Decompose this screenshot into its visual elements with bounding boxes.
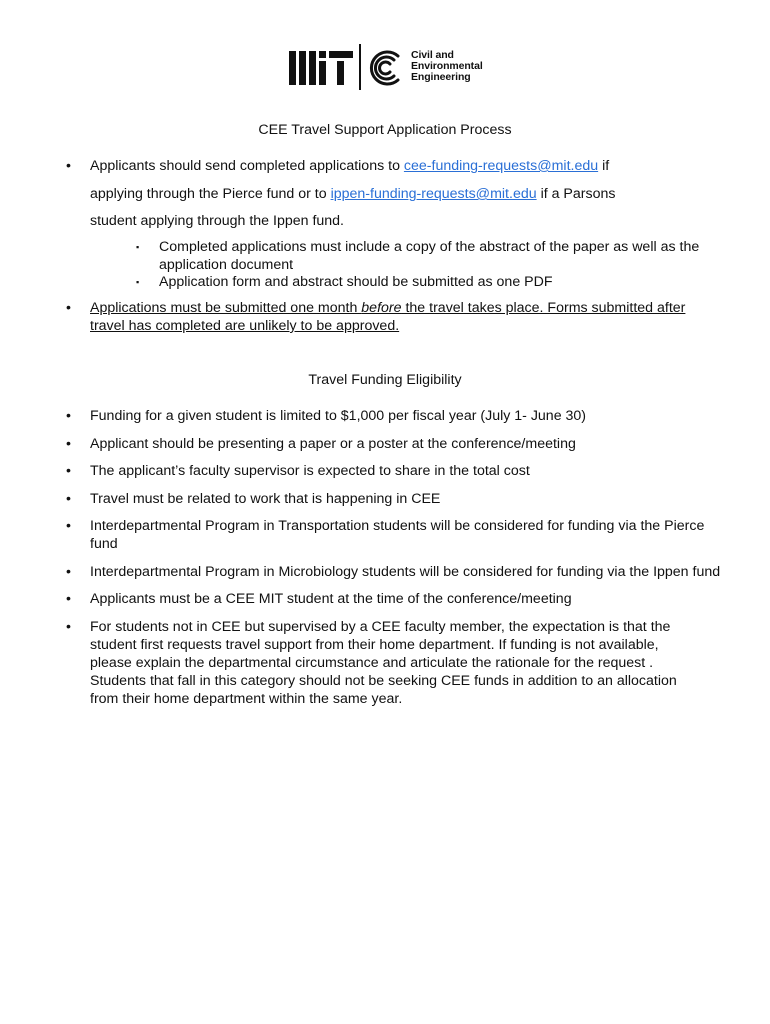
list-item-continuation: from their home department within the same year.: [90, 691, 403, 707]
paragraph-line-underlined: [90, 300, 685, 316]
bullet-icon: •: [66, 518, 71, 534]
bullet-icon: •: [66, 300, 71, 316]
list-item-continuation: please explain the departmental circumstance and articulate the rationale for the request .: [90, 655, 654, 671]
list-item: Travel must be related to work that is happening in CEE: [90, 491, 441, 507]
bullet-icon: •: [66, 408, 71, 424]
sub-bullet-line: application document: [159, 257, 294, 273]
mit-logo-icon: [289, 51, 353, 85]
sub-bullet-icon: ▪: [136, 277, 140, 287]
list-item: Applicants must be a CEE MIT student at the time of the conference/meeting: [90, 591, 572, 607]
paragraph-line: [90, 186, 615, 202]
bullet-icon: •: [66, 463, 71, 479]
bullet-icon: •: [66, 491, 71, 507]
bullet-icon: •: [66, 564, 71, 580]
list-item: Interdepartmental Program in Microbiology students will be considered for funding via the Ippen fund: [90, 564, 721, 580]
list-item: The applicant’s faculty supervisor is expected to share in the total cost: [90, 463, 530, 479]
list-item: For students not in CEE but supervised by a CEE faculty member, the expectation is that the: [90, 619, 671, 635]
emphasis-text: before: [361, 300, 402, 316]
logo-text: [411, 50, 483, 83]
list-item: Funding for a given student is limited to $1,000 per fiscal year (July 1- June 30): [90, 408, 587, 424]
paragraph-line: student applying through the Ippen fund.: [90, 213, 344, 229]
email-link-ippen-funding[interactable]: ippen-funding-requests@mit.edu: [330, 186, 537, 202]
text-span: applying through the Pierce fund or to: [90, 186, 331, 202]
email-link-cee-funding[interactable]: cee-funding-requests@mit.edu: [403, 158, 599, 174]
list-item: Applicant should be presenting a paper or a poster at the conference/meeting: [90, 436, 576, 452]
section-title-eligibility: Travel Funding Eligibility: [308, 372, 462, 388]
logo-text-line: Engineering: [411, 71, 471, 83]
logo-text-line: Civil and: [411, 49, 454, 61]
text-span: the travel takes place. Forms submitted after: [401, 300, 686, 316]
text-span: Applicants should send completed applications to: [90, 158, 404, 174]
list-item-continuation: Students that fall in this category should not be seeking CEE funds in addition to an allocation: [90, 673, 677, 689]
section-title-application-process: CEE Travel Support Application Process: [258, 122, 512, 138]
bullet-icon: •: [66, 591, 71, 607]
text-span: if: [598, 158, 610, 174]
logo-text-line: Environmental: [411, 60, 483, 72]
bullet-icon: •: [66, 619, 71, 635]
list-item: Interdepartmental Program in Transportation students will be considered for funding via the Pierce: [90, 518, 705, 534]
text-span: if a Parsons: [536, 186, 616, 202]
paragraph-line: [90, 158, 609, 174]
bullet-icon: •: [66, 158, 71, 174]
text-span: Applications must be submitted one month: [90, 300, 362, 316]
sub-bullet-line: Completed applications must include a copy of the abstract of the paper as well as the: [159, 239, 700, 255]
bullet-icon: •: [66, 436, 71, 452]
cee-emblem-icon: [367, 49, 405, 87]
list-item-continuation: fund: [90, 536, 118, 552]
list-item-continuation: student first requests travel support from their home department. If funding is not available,: [90, 637, 659, 653]
logo-divider: [359, 44, 361, 90]
sub-bullet-icon: ▪: [136, 242, 140, 252]
sub-bullet-line: Application form and abstract should be submitted as one PDF: [159, 274, 553, 290]
paragraph-line-underlined: travel has completed are unlikely to be approved.: [90, 318, 400, 334]
